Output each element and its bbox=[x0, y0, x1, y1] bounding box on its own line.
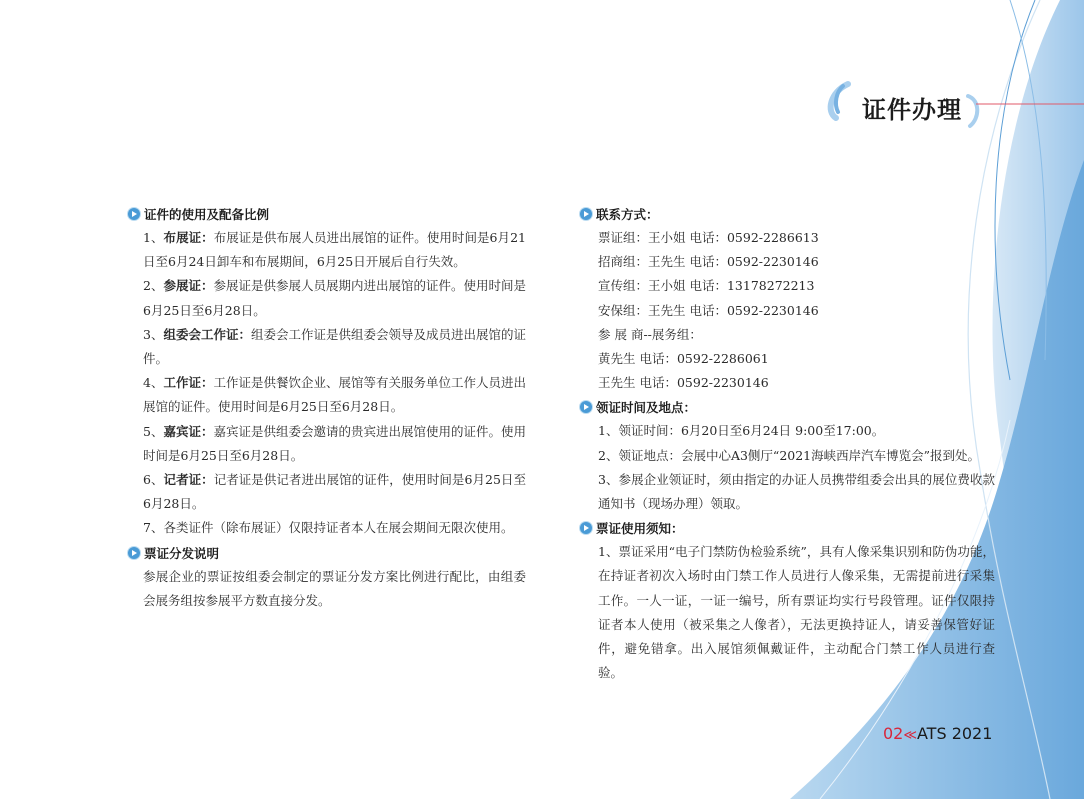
list-item: 2、领证地点：会展中心A3侧厅“2021海峡西岸汽车博览会”报到处。 bbox=[598, 447, 981, 463]
arrow-bullet-icon bbox=[580, 522, 592, 534]
arrow-bullet-icon bbox=[580, 401, 592, 413]
item-label: 组委会工作证： bbox=[163, 326, 251, 342]
list-item: 1、领证时间：6月20日至6月24日 9:00至17:00。 bbox=[598, 423, 885, 439]
left-column bbox=[128, 202, 526, 613]
section-heading bbox=[128, 202, 526, 226]
arrow-bullet-icon bbox=[128, 208, 140, 220]
section-heading-text: 票证分发说明 bbox=[144, 545, 220, 561]
item-label: 布展证： bbox=[163, 230, 214, 245]
section-heading-text: 证件的使用及配备比例 bbox=[144, 207, 270, 222]
contact-line: 王先生 电话：0592-2230146 bbox=[598, 375, 769, 391]
arrow-bullet-icon bbox=[128, 547, 140, 559]
contact-line: 参 展 商--展务组： bbox=[598, 326, 702, 342]
item-text: 各类证件（除布展证）仅限持证者本人在展会期间无限次使用。 bbox=[163, 520, 514, 536]
right-column bbox=[580, 202, 995, 685]
item-text: 组委会工作证是供组委会领导及成员进出展馆的证件。 bbox=[143, 326, 526, 367]
section-heading-text: 领证时间及地点： bbox=[596, 400, 697, 416]
list-item: 2、参展证：参展证是供参展人员展期内进出展馆的证件。使用时间是6月25日至6月28日。 bbox=[143, 278, 526, 318]
brand-label: ATS 2021 bbox=[916, 724, 993, 743]
section-heading-text: 票证使用须知： bbox=[596, 521, 684, 537]
contact-line: 招商组：王先生 电话：0592-2230146 bbox=[598, 254, 819, 270]
item-label: 记者证： bbox=[163, 472, 214, 488]
paragraph: 1、票证采用“电子门禁防伪检验系统”，具有人像采集识别和防伪功能，在持证者初次入场时由门禁工作人员进行人像采集，无需提前进行采集工作。一人一证，一证一编号，所有票证均实行号段管理。证件仅限持证者本人使用（被采集之人像者），无法更换持证人，请妥善保管好证件，避免错拿。出入展馆须佩戴证件，主动配合门禁工作人员进行查验。 bbox=[598, 544, 995, 681]
item-text: 参展证是供参展人员展期内进出展馆的证件。使用时间是6月25日至6月28日。 bbox=[143, 278, 526, 318]
page-title: 证件办理 bbox=[862, 96, 962, 124]
item-text: 工作证是供餐饮企业、展馆等有关服务单位工作人员进出展馆的证件。使用时间是6月25日至6月28日。 bbox=[143, 375, 526, 415]
item-text: 记者证是供记者进出展馆的证件，使用时间是6月25日至6月28日。 bbox=[143, 472, 526, 512]
contact-line: 票证组：王小姐 电话：0592-2286613 bbox=[598, 230, 819, 245]
item-label: 工作证： bbox=[163, 375, 214, 391]
double-chevron-icon: ≪ bbox=[903, 728, 917, 743]
arrow-bullet-icon bbox=[580, 208, 592, 220]
section-heading bbox=[580, 395, 995, 419]
contact-line: 安保组：王先生 电话：0592-2230146 bbox=[598, 302, 819, 318]
list-item: 7、各类证件（除布展证）仅限持证者本人在展会期间无限次使用。 bbox=[143, 520, 514, 536]
section-heading-text: 联系方式： bbox=[596, 207, 659, 222]
page-footer bbox=[883, 724, 992, 743]
contact-line: 黄先生 电话：0592-2286061 bbox=[598, 351, 769, 367]
item-text: 布展证是供布展人员进出展馆的证件。使用时间是6月21日至6月24日卸车和布展期间，6月25日开展后自行失效。 bbox=[143, 230, 526, 270]
list-item: 5、嘉宾证：嘉宾证是供组委会邀请的贵宾进出展馆使用的证件。使用时间是6月25日至6月28日。 bbox=[143, 423, 526, 463]
item-label: 嘉宾证： bbox=[163, 423, 214, 439]
item-label: 参展证： bbox=[163, 278, 214, 294]
paragraph: 参展企业的票证按组委会制定的票证分发方案比例进行配比，由组委会展务组按参展平方数直接分发。 bbox=[143, 568, 526, 608]
list-item: 3、组委会工作证：组委会工作证是供组委会领导及成员进出展馆的证件。 bbox=[143, 326, 526, 367]
item-text: 嘉宾证是供组委会邀请的贵宾进出展馆使用的证件。使用时间是6月25日至6月28日。 bbox=[143, 423, 526, 463]
section-heading bbox=[580, 516, 995, 540]
list-item: 3、参展企业领证时，须由指定的办证人员携带组委会出具的展位费收款通知书（现场办理）领取。 bbox=[598, 471, 995, 512]
section-heading bbox=[580, 202, 995, 226]
list-item: 6、记者证：记者证是供记者进出展馆的证件，使用时间是6月25日至6月28日。 bbox=[143, 472, 526, 512]
section-heading bbox=[128, 541, 526, 565]
contact-line: 宣传组：王小姐 电话：13178272213 bbox=[598, 278, 815, 294]
list-item: 1、布展证：布展证是供布展人员进出展馆的证件。使用时间是6月21日至6月24日卸车和布展期间，6月25日开展后自行失效。 bbox=[143, 230, 526, 270]
page-number: 02 bbox=[883, 724, 904, 743]
list-item: 4、工作证：工作证是供餐饮企业、展馆等有关服务单位工作人员进出展馆的证件。使用时间是6月25日至6月28日。 bbox=[143, 375, 526, 415]
